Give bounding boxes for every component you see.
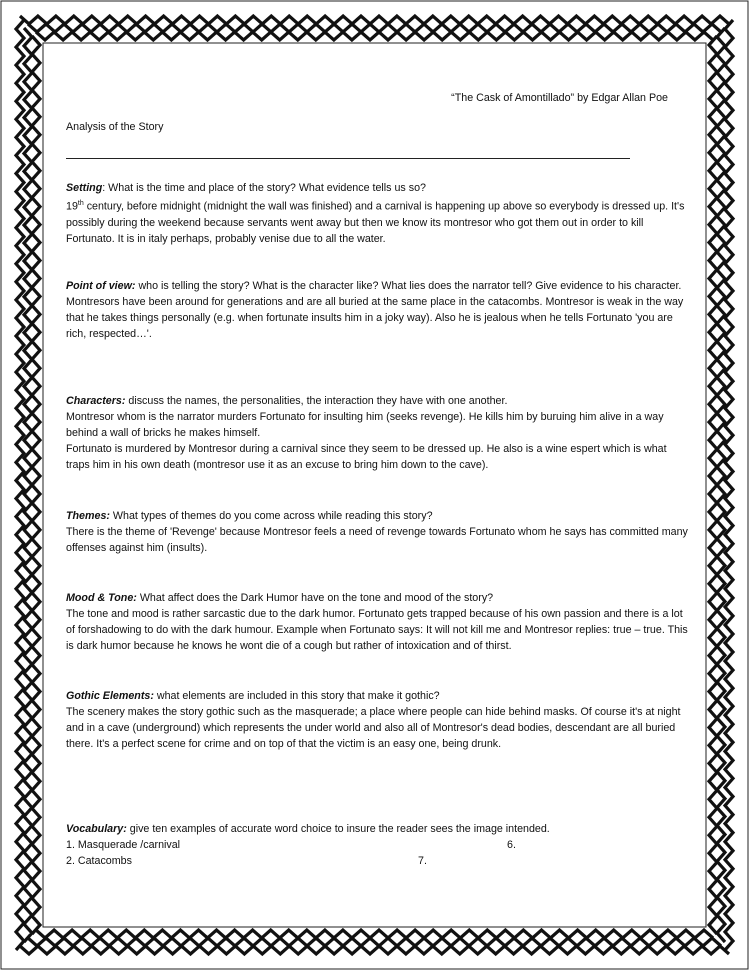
- setting-question: : What is the time and place of the story? What evidence tells us so?: [102, 182, 426, 194]
- characters-question: discuss the names, the personalities, the interaction they have with one another.: [125, 395, 508, 407]
- gothic-answer: The scenery makes the story gothic such as the masquerade; a place where people can hide behind masks. Of course it's at night and in a cave (underground) which represents the under world and also all of Montresor's dead bodies, descendant are all buried there. It's a perfect scene for crime and on top of that the victim is an easy one, being drunk.: [66, 706, 681, 750]
- setting-answer-num: 19: [66, 200, 78, 213]
- vocab-item: 2. Catacombs: [66, 855, 132, 867]
- document-subtitle: Analysis of the Story: [66, 121, 164, 133]
- section-setting: [66, 180, 690, 247]
- section-vocabulary: [66, 821, 690, 869]
- characters-answer-montresor: Montresor whom is the narrator murders Fortunato for insulting him (seeks revenge). He kills him by buruing him alive in a way behind a wall of bricks he makes himself.: [66, 411, 664, 439]
- vocab-row: [66, 837, 690, 853]
- zigzag-strip: [36, 32, 713, 40]
- mood-answer: The tone and mood is rather sarcastic due to the dark humor. Fortunato gets trapped because of his own passion and there is a lot of forshadowing to do with the dark humour. Example when Fortunato says: It will not kill me and Montresor replies: true – true. This is dark humor because he knows he wont die of a cough but rather of intoxication and of thirst.: [66, 608, 688, 652]
- section-mood-tone: [66, 590, 690, 654]
- setting-answer: century, before midnight (midnight the wall was finished) and a carnival is happening up above so everybody is dressed up. It's possibly during the weekend because servants went away but then we know its montresor who got them out in order to kill Fortunato. It is in italy perhaps, probably venise due to all the water.: [66, 200, 685, 245]
- gothic-label: Gothic Elements:: [66, 690, 154, 702]
- zigzag-strip: [36, 930, 713, 938]
- mood-question: What affect does the Dark Humor have on the tone and mood of the story?: [136, 592, 494, 604]
- characters-label: Characters:: [66, 395, 126, 407]
- themes-answer: There is the theme of 'Revenge' because Montresor feels a need of revenge towards Fortunato whom he says has committed many offenses against him (insults).: [66, 526, 688, 554]
- zigzag-strip: [28, 938, 721, 946]
- vocab-item-col2: 6.: [507, 839, 516, 851]
- vocab-item: 1. Masquerade /carnival: [66, 839, 181, 851]
- vocab-question: give ten examples of accurate word choice to insure the reader sees the image intended.: [126, 823, 550, 835]
- themes-label: Themes:: [66, 510, 110, 522]
- pov-question: who is telling the story? What is the character like? What lies does the narrator tell? Give evidence to his character.: [135, 280, 682, 292]
- zigzag-strip: [709, 36, 717, 934]
- setting-label: Setting: [66, 182, 103, 194]
- vocab-row: [66, 853, 690, 869]
- section-gothic-elements: [66, 688, 690, 752]
- zigzag-strip: [28, 24, 721, 32]
- section-themes: [66, 508, 690, 556]
- vocab-item-col2: 7.: [418, 855, 427, 867]
- section-characters: [66, 393, 690, 473]
- zigzag-strip: [16, 20, 24, 950]
- document-title: “The Cask of Amontillado” by Edgar Allan Poe: [451, 92, 668, 104]
- section-point-of-view: [66, 278, 690, 342]
- setting-answer-sup: th: [77, 200, 84, 207]
- gothic-question: what elements are included in this story that make it gothic?: [153, 690, 440, 702]
- mood-label: Mood & Tone:: [66, 592, 137, 604]
- vocab-label: Vocabulary:: [66, 823, 127, 835]
- characters-answer-fortunato: Fortunato is murdered by Montresor during a carnival since they seem to be dressed up. He also is a wine espert which is what traps him in his own death (montresor use it as an excuse to bring him down to the cave).: [66, 443, 667, 471]
- zigzag-strip: [32, 36, 40, 934]
- name-underline-rule: [66, 158, 630, 159]
- pov-label: Point of view:: [66, 280, 136, 292]
- themes-question: What types of themes do you come across while reading this story?: [109, 510, 433, 522]
- pov-answer: Montresors have been around for generations and are all buried at the same place in the catacombs. Montresor is weak in the way that he takes things personally (e.g. when fortunate insults him in a joky way). Also he is jealous when he tells Fortunato 'you are rich, respected…'.: [66, 296, 684, 340]
- zigzag-strip: [725, 20, 733, 950]
